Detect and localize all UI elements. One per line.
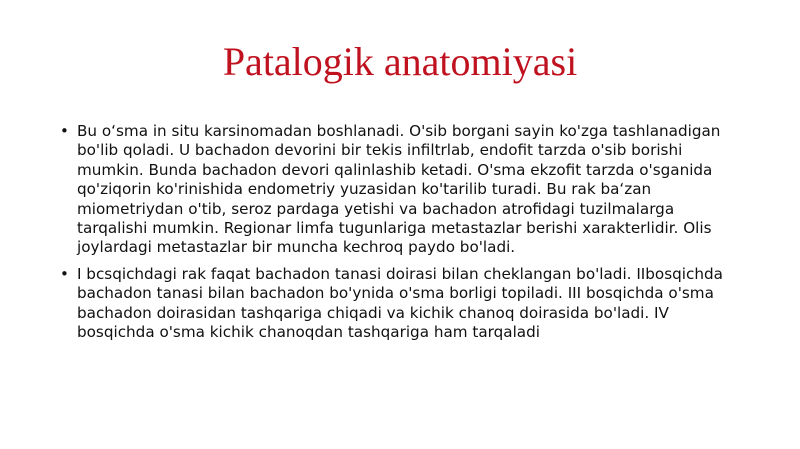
bullet-list bbox=[58, 122, 748, 349]
bullet-item bbox=[58, 122, 748, 258]
slide-title: Patalogik anatomiyasi bbox=[222, 39, 578, 84]
bullet-item bbox=[58, 265, 748, 343]
bullet-icon: • bbox=[60, 264, 69, 283]
bullet-icon: • bbox=[60, 122, 69, 140]
bullet-text: I bcsqichdagi rak faqat bachadon tanasi doirasi bilan cheklangan bo'ladi. IIbosqichda bachadon tanasi bilan bachadon bo'ynida o'sma borligi topiladi. III bosqichda o'sma bachadon doirasidan tashqariga chiqadi va kichik chanoq doirasida bo'ladi. IV bosqichda o'sma kichik chanoqdan tashqariga ham tarqaladi bbox=[77, 264, 723, 342]
bullet-text: Bu oʻsma in situ karsinomadan boshlanadi. O'sib borgani sayin ko'zga tashlanadigan bo'lib qoladi. U bachadon devorini bir tekis infiltrlab, endofit tarzda o'sib borishi mumkin. Bunda bachadon devori qalinlashib ketadi. O'sma ekzofit tarzda o'sganida qo'ziqorin ko'rinishida endometriy yuzasidan ko'tarilib turadi. Bu rak baʻzan miometriydan o'tib, seroz pardaga yetishi va bachadon atrofidagi tuzilmalarga tarqalishi mumkin. Regionar limfa tugunlariga metastazlar berishi xarakterlidir. Olis joylardagi metastazlar bir muncha kechroq paydo bo'ladi. bbox=[77, 122, 721, 257]
